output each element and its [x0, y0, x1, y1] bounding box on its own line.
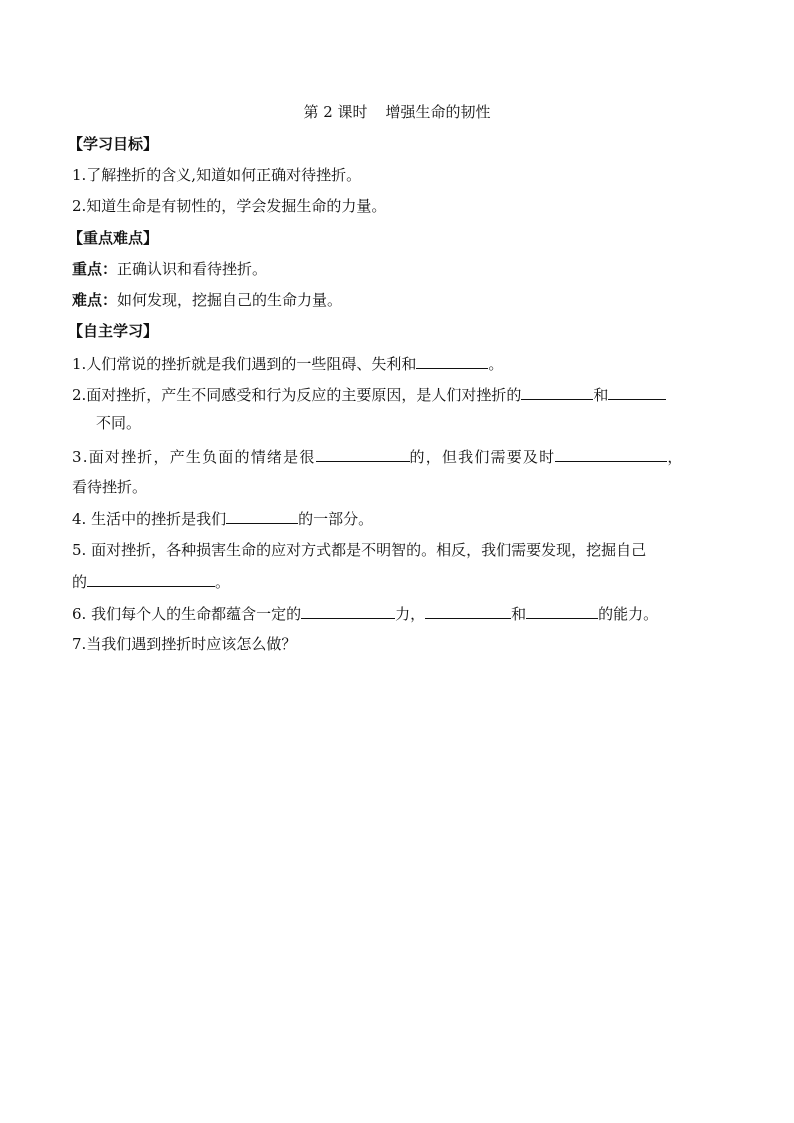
difficulty-text: 如何发现，挖掘自己的生命力量。 — [117, 291, 343, 309]
question-1-blank[interactable] — [416, 353, 488, 369]
question-6-blank-2[interactable] — [425, 603, 511, 619]
question-2-blank-2[interactable] — [608, 384, 666, 400]
question-2-cont: 不同。 — [96, 414, 142, 432]
question-2-and: 和 — [593, 386, 609, 404]
question-3-cont: 看待挫折。 — [72, 478, 148, 496]
key-point-line — [72, 259, 267, 279]
key-point-text: 正确认识和看待挫折。 — [117, 260, 268, 278]
question-2-blank-1[interactable] — [521, 384, 593, 400]
lesson-title: 增强生命的韧性 — [385, 103, 491, 121]
question-1-end: 。 — [488, 355, 504, 373]
question-4-text: 4. 生活中的挫折是我们 — [72, 510, 227, 528]
lesson-number: 第 2 课时 — [303, 103, 368, 121]
key-point-label: 重点： — [72, 260, 118, 278]
question-3-blank-1[interactable] — [316, 446, 410, 462]
question-3-comma: ， — [667, 448, 683, 466]
question-3-blank-2[interactable] — [555, 446, 667, 462]
objective-item-2: 2.知道生命是有韧性的，学会发掘生命的力量。 — [72, 197, 387, 215]
question-3 — [72, 446, 682, 467]
question-3-text: 3.面对挫折，产生负面的情绪是很 — [72, 448, 316, 466]
difficulty-label: 难点： — [72, 291, 118, 309]
question-6-li: 力， — [395, 605, 426, 623]
section-objectives-heading: 【学习目标】 — [68, 135, 159, 153]
question-6-end: 的能力。 — [598, 605, 659, 623]
question-6-blank-3[interactable] — [526, 603, 598, 619]
question-5-cont — [72, 571, 230, 592]
question-5-blank[interactable] — [87, 571, 215, 587]
question-5: 5. 面对挫折，各种损害生命的应对方式都是不明智的。相反，我们需要发现，挖掘自己 — [72, 541, 647, 559]
question-5-end: 。 — [215, 573, 231, 591]
question-6-blank-1[interactable] — [301, 603, 395, 619]
question-7: 7.当我们遇到挫折时应该怎么做？ — [72, 635, 297, 653]
difficulty-line — [72, 290, 342, 310]
question-6-and: 和 — [511, 605, 527, 623]
question-6 — [72, 603, 658, 624]
question-1 — [72, 353, 503, 374]
section-self-study-heading: 【自主学习】 — [68, 322, 159, 340]
question-2-text: 2.面对挫折，产生不同感受和行为反应的主要原因，是人们对挫折的 — [72, 386, 522, 404]
question-6-text: 6. 我们每个人的生命都蕴含一定的 — [72, 605, 302, 623]
section-key-points-heading: 【重点难点】 — [68, 229, 159, 247]
question-1-text: 1.人们常说的挫折就是我们遇到的一些阻碍、失利和 — [72, 355, 417, 373]
question-5-de: 的 — [72, 573, 88, 591]
question-2 — [72, 384, 666, 405]
objective-item-1: 1.了解挫折的含义,知道如何正确对待挫折。 — [72, 166, 362, 184]
question-3-mid: 的，但我们需要及时 — [409, 448, 556, 466]
page-title — [0, 101, 794, 122]
question-4 — [72, 508, 373, 529]
question-4-blank[interactable] — [226, 508, 298, 524]
question-4-end: 的一部分。 — [298, 510, 374, 528]
